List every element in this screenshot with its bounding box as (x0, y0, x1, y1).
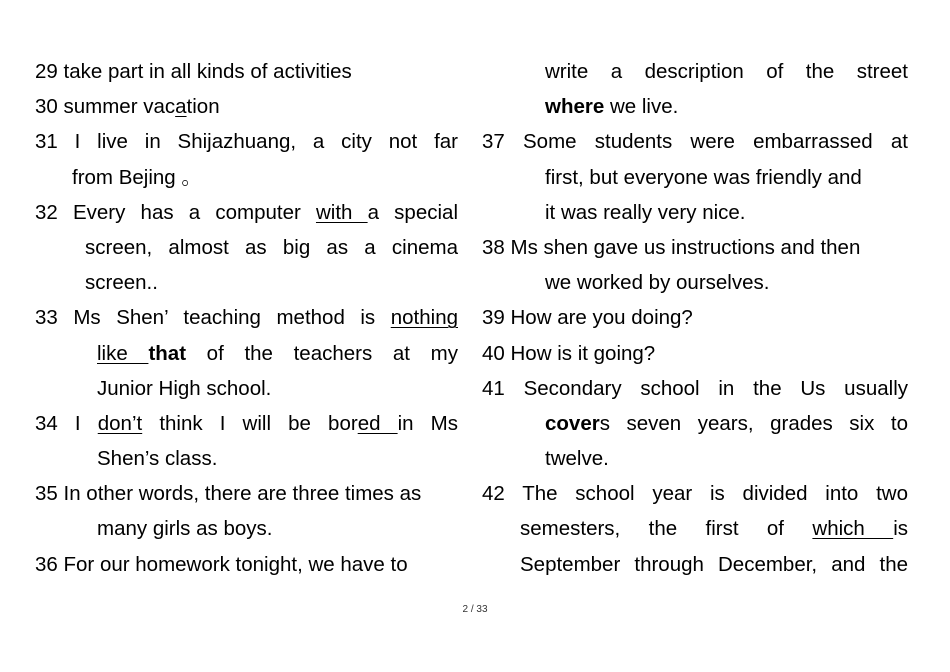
item-42-underlined: which (812, 517, 894, 541)
item-33-text-b: of the teachers at my (186, 341, 458, 365)
item-33-line-2 (35, 336, 458, 371)
item-38-line-2: we worked by ourselves. (545, 271, 770, 295)
item-41-line-3: twelve. (545, 447, 609, 471)
item-35-line-1: 35 In other words, there are three times as (35, 482, 422, 506)
item-32-line-3: screen.. (85, 271, 158, 295)
item-32-underlined: with (315, 200, 368, 224)
item-42-line-3: September through December, and the (520, 552, 908, 576)
item-32-line-2: screen, almost as big as a cinema (85, 235, 458, 259)
item-30-text-c: tion (186, 95, 220, 119)
item-33-bold: that (148, 341, 187, 365)
item-32-text-a: 32 Every has a computer (35, 200, 316, 224)
item-33-line-1 (35, 300, 458, 335)
left-column (35, 54, 458, 582)
item-41-text: s seven years, grades six to (599, 411, 908, 435)
item-35-line-2: many girls as boys. (97, 517, 273, 541)
page-number: 2 / 33 (462, 604, 488, 615)
item-37-line-1: 37 Some students were embarrassed at (482, 130, 908, 154)
item-31-line-1: 31 I live in Shijazhuang, a city not far (35, 130, 458, 154)
item-38-line-1: 38 Ms shen gave us instructions and then (482, 235, 861, 259)
item-37-line-2: first, but everyone was friendly and (545, 165, 862, 189)
item-30-text-a: 30 summer vac (35, 95, 176, 119)
item-39: 39 How are you doing? (482, 306, 693, 330)
item-33-underlined-a: nothing (390, 306, 458, 330)
item-30-underlined: a (175, 95, 187, 119)
item-34-text-b: think I will be bor (142, 411, 358, 435)
item-34-line-2: Shen’s class. (97, 447, 218, 471)
item-30 (35, 89, 458, 124)
item-36-text: we live. (604, 95, 679, 119)
item-36-line-2: write a description of the street (545, 60, 908, 83)
item-34-line-1 (35, 406, 458, 441)
item-41-line-2 (482, 406, 908, 441)
item-29: 29 take part in all kinds of activities (35, 60, 352, 83)
item-33-underlined-b: like (97, 341, 149, 365)
item-41-line-1: 41 Secondary school in the Us usually (482, 376, 908, 400)
item-36-bold: where (545, 95, 605, 119)
item-34-text-a: 34 I (35, 411, 98, 435)
item-32-text-c: a special (367, 200, 458, 224)
item-32-line-1 (35, 195, 458, 230)
item-37-line-3: it was really very nice. (545, 200, 746, 224)
item-31-line-2: from Bejing 。 (72, 165, 202, 189)
right-column (482, 54, 908, 582)
item-36-line-1: 36 For our homework tonight, we have to (35, 552, 408, 576)
item-34-underlined-a: don’t (97, 411, 143, 435)
item-42-text-a: semesters, the first of (520, 517, 813, 541)
item-36-line-3 (482, 89, 908, 124)
item-34-text-c: in Ms (397, 411, 459, 435)
item-42-line-2 (482, 511, 908, 546)
item-34-underlined-b: ed (357, 411, 398, 435)
item-33-line-3: Junior High school. (97, 376, 272, 400)
item-40: 40 How is it going? (482, 341, 656, 365)
item-33-text-a: 33 Ms Shen’ teaching method is (35, 306, 391, 330)
item-41-bold: cover (545, 411, 600, 435)
item-42-line-1: 42 The school year is divided into two (482, 482, 908, 506)
item-42-text-c: is (893, 517, 908, 541)
